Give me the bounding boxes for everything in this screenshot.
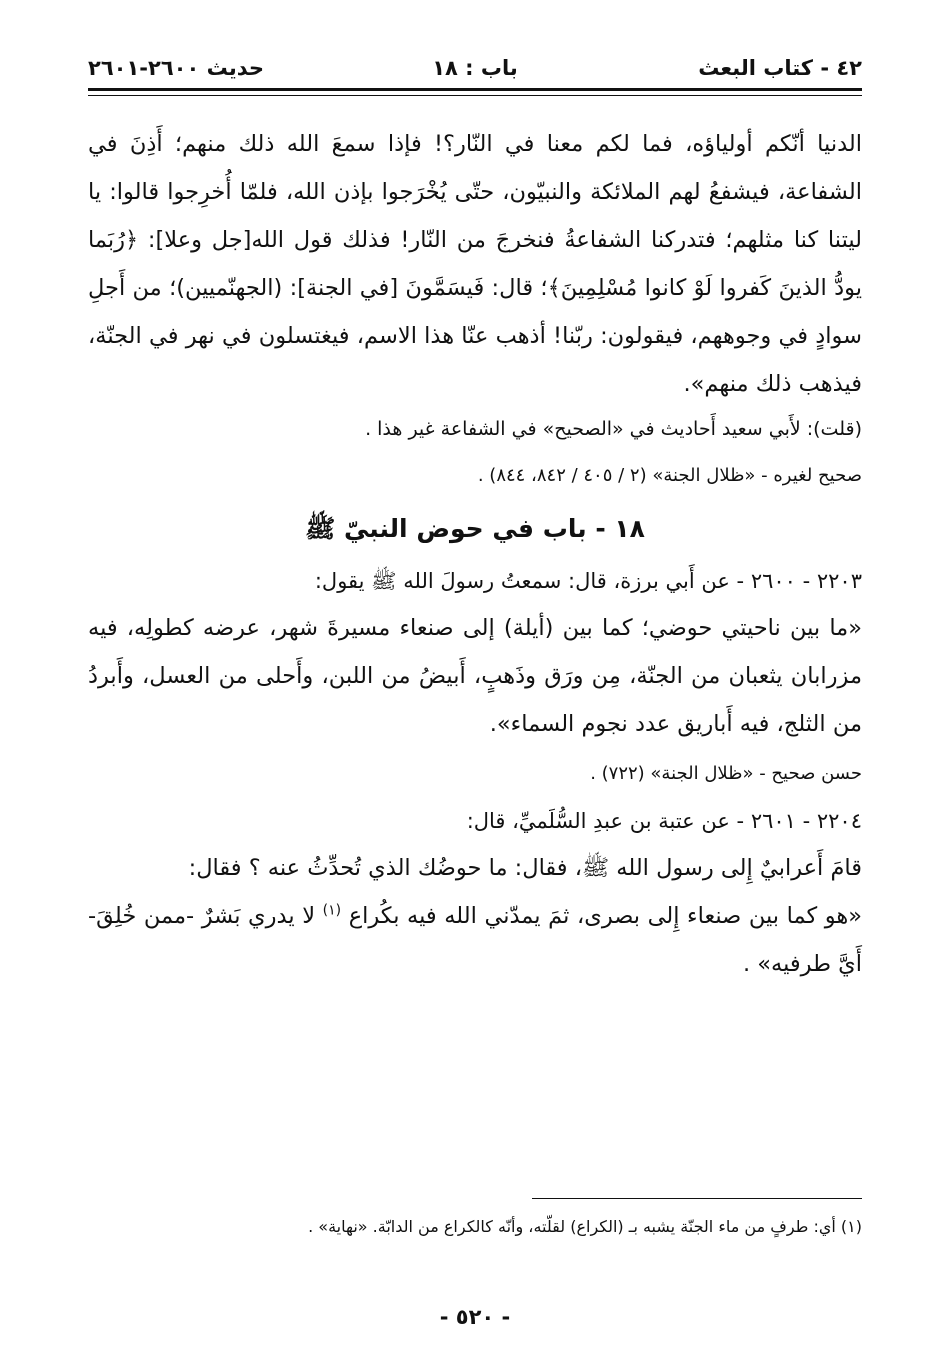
hadith-2204-text-b-end: لا يدري بَشرٌ -ممن خُلِقَ- أَيَّ طرفيه» . bbox=[88, 903, 862, 977]
hadith-range: حديث ٢٦٠٠-٢٦٠١ bbox=[88, 56, 264, 80]
footnote-marker: (١) bbox=[322, 902, 342, 919]
continuation-paragraph: الدنيا أنّكم أولياؤه، فما لكم معنا في النّار؟! فإذا سمعَ الله ذلك منهم؛ أَذِنَ في الشفاعة، فيشفعُ لهم الملائكة والنبيّون، حتّى يُخْرَجوا بإذن الله، فلمّا أُخرِجوا قالوا: يا ليتنا كنا مثلهم؛ فتدركنا الشفاعةُ فنخرجَ من النّار! فذلك قول الله[جل وعلا]: ﴿رُبَما يودُّ الذينَ كَفروا لَوْ كانوا مُسْلِمِينَ﴾؛ قال: فَيسَمَّونَ [في الجنة]: (الجهنّميين)؛ من أَجلِ سوادٍ في وجوههم، فيقولون: ربّنا! أذهب عنّا هذا الاسم، فيغتسلون في نهر في الجنّة، فيذهب ذلك منهم». bbox=[88, 131, 862, 397]
hadith-2204-text-b-start: «هو كما بين صنعاء إِلى بصرى، ثمَ يمدّني الله فيه بكُراع bbox=[348, 903, 862, 929]
header-rule-thick bbox=[88, 88, 862, 91]
hadith-2204-text-b bbox=[88, 892, 862, 988]
chapter-label: باب : ١٨ bbox=[432, 56, 518, 80]
running-header bbox=[88, 52, 862, 92]
hadith-2204-text-a: قامَ أَعرابيٌ إِلى رسول الله ﷺ، فقال: ما حوضُك الذي تُحدِّثُ عنه ؟ فقال: bbox=[188, 855, 862, 881]
hadith-2203-intro: ٢٢٠٣ - ٢٦٠٠ - عن أَبي برزة، قال: سمعتُ رسولَ الله ﷺ يقول: bbox=[314, 569, 862, 593]
grading-line: صحيح لغيره - «ظلال الجنة» (٢ / ٤٠٥ / ٨٤٢، ٨٤٤) . bbox=[477, 465, 862, 486]
main-text bbox=[88, 120, 862, 988]
hadith-2203-text: «ما بين ناحيتي حوضي؛ كما بين (أيلة) إلى صنعاء مسيرةَ شهر، عرضه كطولِه، فيه مزرابان يثعبان من الجنّة، مِن ورَق وذَهبٍ، أَبيضُ من اللبن، وأَحلى من العسل، وأَبردُ من الثلج، فيه أَباريق عدد نجوم السماء». bbox=[88, 615, 862, 737]
footnote-rule bbox=[532, 1198, 862, 1199]
page-number: - ٥٢٠ - bbox=[439, 1305, 511, 1329]
footnote: (١) أي: طرفٍ من ماء الجنّة يشبه بـ (الكراع) لقلّته، وأنّه كالكراع من الدابّة. «نهاية» . bbox=[308, 1217, 862, 1236]
book-title: ٤٢ - كتاب البعث bbox=[698, 56, 862, 80]
hadith-2204-intro: ٢٢٠٤ - ٢٦٠١ - عن عتبة بن عبدِ السُّلَميِّ، قال: bbox=[466, 809, 862, 833]
editor-note: (قلت): لأَبي سعيد أَحاديث في «الصحيح» في الشفاعة غير هذا . bbox=[365, 418, 862, 440]
section-heading: ١٨ - باب في حوض النبيّ ﷺ bbox=[305, 514, 645, 543]
header-rule-thin bbox=[88, 95, 862, 96]
grading-line-2: حسن صحيح - «ظلال الجنة» (٧٢٢) . bbox=[590, 763, 862, 784]
